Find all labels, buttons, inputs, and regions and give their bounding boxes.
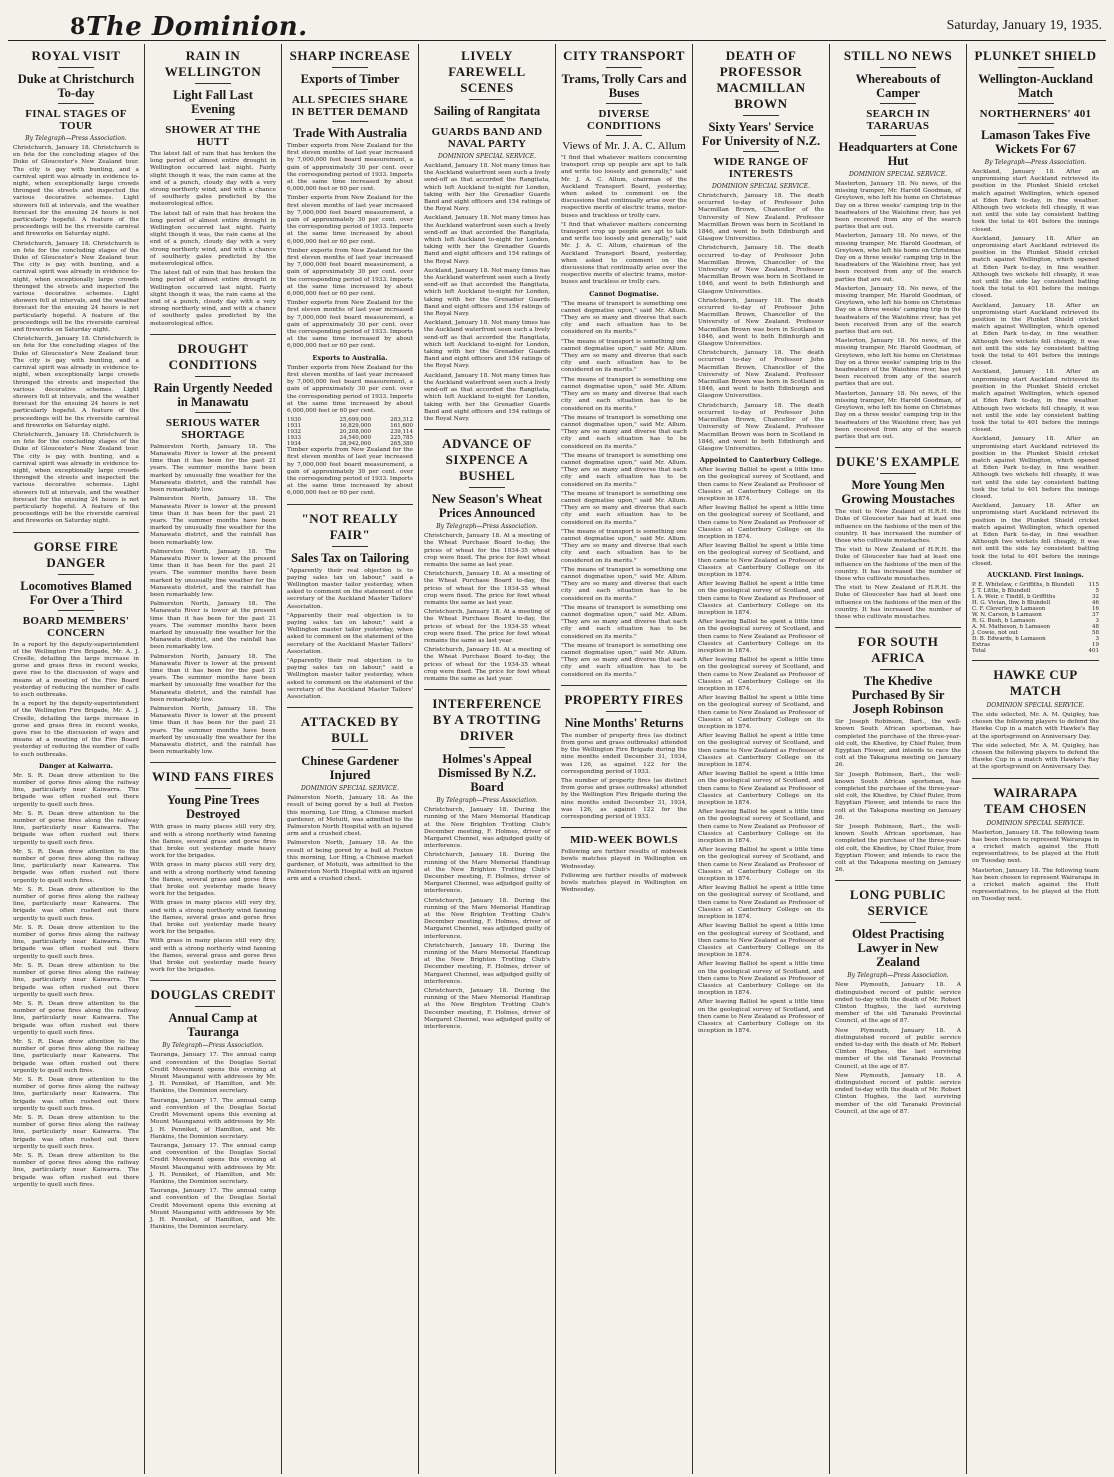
article-body: Christchurch, January 18. Christchurch is en fete for the concluding stages of the Duke of Gloucester's New Zealand tour. The city is gay with bunting, and a carnival spirit was already in evidence to-night, when exceptionally large crowds thronged the streets and inspected the various decorative schemes. Light showers fell at intervals, and the weather forecast for the ensuing 24 hours is not particularly hopeful. A feature of the proceedings will be the riverside carnival and fireworks on Saturday night. <box>13 240 139 334</box>
subheadline: New Season's Wheat Prices Announced <box>431 492 543 521</box>
article-body: Mr. S. R. Dean drew attention to the number of gorse fires along the railway line, particularly near Kaiwarra. The brigade was often rushed out there urgently to quell such fires. <box>13 848 139 884</box>
article-body: Timber exports from New Zealand for the first eleven months of last year increased by 7,000,000 feet board measurement, a gain of approximately 30 per cent. over the corresponding period of 1933. Imports at the same time increased by about 6,000,000 feet or 60 per cent. <box>287 447 413 497</box>
subheadline: Whereabouts of Camper <box>855 72 941 100</box>
article-body: The side selected, Mr. A. M. Quigley, has chosen the following players to defend the Hawke Cup in a match with Hawke's Bay at the sportsground on Anniversary Day. <box>972 711 1099 740</box>
article-body: Tauranga, January 17. The annual camp and convention of the Douglas Social Credit Movement opens this evening at Mount Maunganui with addresses by Mr. J. H. Penniket, of Hamilton, and Mr. Hankins, the Dominion secretary. <box>150 1188 276 1231</box>
table-row: J. Cowie, not out 58 <box>972 629 1099 636</box>
article-douglas-credit <box>150 987 276 1231</box>
article-body: The visit to New Zealand of H.R.H. the Duke of Gloucester has had at least one influence on the fashions of the men of the country. It has increased the number of those who cultivate moustaches. <box>835 585 961 620</box>
subheadline: SEARCH IN TARARUAS <box>866 108 930 132</box>
article-body: Auckland, January 18. Not many times has the Auckland waterfront seen such a lively send-off as that accorded the Rangitata, which left Auckland to-night for London, taking with her the Grenadier Guards Band and eight officers and 154 ratings of the Royal Navy. <box>424 372 550 422</box>
article-body: Christchurch, January 18. Christchurch is en fete for the concluding stages of the Duke of Gloucester's New Zealand tour. The city is gay with bunting, and a carnival spirit was already in evidence to-night, when exceptionally large crowds thronged the streets and inspected the various decorative schemes. Light showers fell at intervals, and the weather forecast for the ensuing 24 hours is not particularly hopeful. A feature of the proceedings will be the riverside carnival and fireworks on Saturday night. <box>13 145 139 238</box>
article-body: Masterton, January 18. The following team has been chosen to represent Wairarapa in a cricket match against the Hutt representatives, to be played at the Hutt on Tuesday next. <box>972 829 1099 865</box>
divider <box>606 103 642 104</box>
subheadline: Lamason Takes Five Wickets For 67 <box>980 128 1091 156</box>
article-body: Auckland, January 18. After an unpromising start Auckland retrieved its position in the Plunket Shield cricket match against Wellington, which opened at Eden Park to-day, in fine weather. Although two wickets fell cheaply, it was not until the side lay consistent batting took the total to 401 before the innings closed. <box>972 235 1099 300</box>
article-body: Mr. S. R. Dean drew attention to the number of gorse fires along the railway line, particularly near Kaiwarra. The brigade was often rushed out there urgently to quell such fires. <box>13 886 139 922</box>
page-number: 8 <box>70 14 86 40</box>
article-body: After leaving Balliol he spent a little time on the geological survey of Scotland, and then came to New Zealand as Professor of Classics at Canterbury College on its inception in 1874. <box>698 771 824 807</box>
byline: By Telegraph—Press Association. <box>436 523 538 531</box>
divider <box>195 1006 231 1007</box>
section-heading: Exports to Australia. <box>312 353 388 362</box>
article-body: After leaving Balliol he spent a little time on the geological survey of Scotland, and then came to New Zealand as Professor of Classics at Canterbury College on its inception in 1874. <box>698 657 824 692</box>
divider <box>880 669 916 670</box>
article-still-no-news <box>835 48 961 441</box>
divider <box>332 67 368 68</box>
article-body: After leaving Balliol he spent a little time on the geological survey of Scotland, and then came to New Zealand as Professor of Classics at Canterbury College on its inception in 1874. <box>698 467 824 502</box>
divider <box>332 749 368 750</box>
article-body: "The means of transport is something one cannot dogmatise upon," said Mr. Allum. "They are so many and diverse that each city and each situation has to be considered on its merits." <box>561 414 687 450</box>
divider <box>195 83 231 84</box>
article-body: Palmerston North, January 18. The Manawatu River is lower at the present time than it has been for the past 21 years. The summer months have been marked by unusually fine weather for the Manawatu district, and the rainfall has been remarkably low. <box>150 548 276 598</box>
column-rule <box>835 880 961 881</box>
column-rule <box>424 689 550 690</box>
headline: INTERFERENCE BY A TROTTING DRIVER <box>432 696 542 744</box>
issue-date: Saturday, January 19, 1935. <box>946 18 1102 33</box>
divider <box>469 121 505 122</box>
article-wairarapa <box>972 785 1099 904</box>
divider <box>332 121 368 122</box>
article-bowls <box>561 834 687 894</box>
article-body: After leaving Balliol he spent a little time on the geological survey of Scotland, and then came to New Zealand as Professor of Classics at Canterbury College on its inception in 1874. <box>698 809 824 845</box>
article-body: Christchurch, January 18. Christchurch is en fete for the concluding stages of the Duke of Gloucester's New Zealand tour. The city is gay with bunting, and a carnival spirit was already in evidence to-night, when exceptionally large crowds thronged the streets and inspected the various decorative schemes. Light showers fell at intervals, and the weather forecast for the ensuing 24 hours is not particularly hopeful. A feature of the proceedings will be the riverside carnival and fireworks on Saturday night. <box>13 336 139 429</box>
divider <box>743 151 779 152</box>
column-8 <box>967 44 1104 1474</box>
article-body: "The means of transport is something one cannot dogmatise upon," said Mr. Allum. "They are so many and diverse that each city and each situation has to be considered on its merits." <box>561 300 687 336</box>
article-bull <box>287 714 413 883</box>
subheadline: DIVERSE CONDITIONS <box>587 108 661 132</box>
divider <box>195 412 231 413</box>
article-body: Palmerston North, January 18. The Manawatu River is lower at the present time than it has been for the past 21 years. The summer months have been marked by unusually fine weather for the Manawatu district, and the rainfall has been remarkably low. <box>150 496 276 546</box>
subheadline: Young Pine Trees Destroyed <box>166 793 260 822</box>
headline: DUKE'S EXAMPLE <box>836 454 960 470</box>
article-body: Auckland, January 18. After an unpromising start Auckland retrieved its position in the Plunket Shield cricket match against Wellington, which opened at Eden Park to-day, in fine weather. Although two wickets fell cheaply, it was not until the side lay consistent batting took the total to 401 before the innings closed. <box>972 369 1099 434</box>
byline: By Telegraph—Press Association. <box>984 159 1087 166</box>
column-rule <box>150 334 276 335</box>
article-body: Auckland, January 18. After an unpromising start Auckland retrieved its position in the Plunket Shield cricket match against Wellington, which opened at Eden Park to-day, in fine weather. Although two wickets fell cheaply, it was not until the side lay consistent batting took the total to 401 before the innings closed. <box>972 436 1099 500</box>
article-body: Palmerston North, January 18. The Manawatu River is lower at the present time than it has been for the past 21 years. The summer months have been marked by unusually fine weather for the Manawatu district, and the rainfall has been remarkably low. <box>150 705 276 756</box>
byline: DOMINION SPECIAL SERVICE. <box>300 785 400 793</box>
subheadline: SHOWER AT THE HUTT <box>165 124 261 148</box>
article-body: Timber exports from New Zealand for the first eleven months of last year increased by 7,000,000 feet board measurement, a gain of approximately 30 per cent. over the corresponding period of 1933. Imports at the same time increased by about 6,000,000 feet or 60 per cent. <box>287 195 413 245</box>
article-body: "The means of transport is something one cannot dogmatise upon," said Mr. Allum. "They are so many and diverse that each city and each situation has to be considered on its merits." <box>561 528 687 564</box>
column-rule <box>972 660 1099 661</box>
article-farewell <box>424 48 550 423</box>
article-royal-visit <box>13 48 139 526</box>
table-row: D. B. Edwards, b Lamason 3 <box>972 635 1099 642</box>
column-rule <box>150 762 276 763</box>
divider <box>195 376 231 377</box>
article-body: Sir Joseph Robinson, Bart., the well-known South African sportsman, has completed the purchase of the three-year-old colt, the Khedive, by Chief Ruler, from Egyptian Flower, and intends to race the colt at the Takapuna meeting on January 26. <box>835 719 961 769</box>
article-body: "Apparently their real objection is to paying sales tax on labour," said a Wellington master tailor yesterday, when asked to comment on the statement of the secretary of the Auckland Master Tailors' Association. <box>287 657 413 700</box>
article-body: Mr. S. R. Dean drew attention to the number of gorse fires along the railway line, particularly near Kaiwarra. The brigade was often rushed out there urgently to quell such fires. <box>13 1000 139 1036</box>
article-body: New Plymouth, January 18. A distinguished record of public service ended to-day with the death of Mr. Robert Clinton Hughes, the last surviving member of the old Taranaki Provincial Council, at the age of 87. <box>835 1027 961 1070</box>
headline: "NOT REALLY FAIR" <box>301 510 399 542</box>
subheadline: Rain Urgently Needed in Manawatu <box>153 380 273 409</box>
article-body: Following are further results of midweek bowls matches played in Wellington on Wednesday. <box>561 872 687 894</box>
article-body: Mr. S. R. Dean drew attention to the number of gorse fires along the railway line, particularly near Kaiwarra. The brigade was often rushed out there urgently to quell such fires. <box>13 1152 139 1188</box>
divider <box>332 546 368 547</box>
byline: DOMINION SPECIAL SERVICE. <box>848 171 948 178</box>
subheadline: GUARDS BAND AND NAVAL PARTY <box>431 126 543 150</box>
article-body: After leaving Balliol he spent a little time on the geological survey of Scotland, and then came to New Zealand as Professor of Classics at Canterbury College on its inception in 1874. <box>698 885 824 921</box>
divider <box>469 487 505 488</box>
divider <box>880 473 916 474</box>
section-heading: Danger at Kaiwarra. <box>39 761 113 770</box>
column-rule <box>287 504 413 505</box>
table-row: 1934 28,942,000 265,380 <box>287 441 413 448</box>
article-body: "The means of transport is something one cannot dogmatise upon," said Mr. Allum. "They are so many and diverse that each city and each situation has to be considered on its merits." <box>561 490 687 526</box>
article-body: New Plymouth, January 18. A distinguished record of public service ended to-day with the death of Mr. Robert Clinton Hughes, the last surviving member of the old Taranaki Provincial Council, at the age of 87. <box>835 1072 961 1115</box>
subheadline: Headquarters at Cone Hut <box>838 140 958 168</box>
section-heading: Cannot Dogmatise. <box>589 289 659 298</box>
article-body: Christchurch, January 18. Christchurch is en fete for the concluding stages of the Duke of Gloucester's New Zealand tour. The city is gay with bunting, and a carnival spirit was already in evidence to-night, when exceptionally large crowds thronged the streets and inspected the various decorative schemes. Light showers fell at intervals, and the weather forecast for the ensuing 24 hours is not particularly hopeful. A feature of the proceedings will be the riverside carnival and fireworks on Saturday night. <box>13 431 139 525</box>
article-body: After leaving Balliol he spent a little time on the geological survey of Scotland, and then came to New Zealand as Professor of Classics at Canterbury College on its inception in 1874. <box>698 733 824 769</box>
divider <box>880 67 916 68</box>
table-row: Total 401 <box>972 647 1099 654</box>
article-body: Auckland, January 18. After an unpromising start Auckland retrieved its position in the Plunket Shield cricket match against Wellington, which opened at Eden Park to-day, in fine weather. Although two wickets fell cheaply, it was not until the side lay consistent batting took the total to 401 before the innings closed. <box>972 169 1099 233</box>
article-body: Masterton, January 18. No news, of the missing tramper, Mr. Harold Goodman, of Greytown, who left his home on Christmas Day on a three weeks' camping trip in the headwaters of the Waiohine river, has yet been received from any of the search parties that are out. <box>835 233 961 283</box>
article-body: Tauranga, January 17. The annual camp and convention of the Douglas Social Credit Movement opens this evening at Mount Maunganui with addresses by Mr. J. H. Penniket, of Hamilton, and Mr. Hankins, the Dominion secretary. <box>150 1052 276 1095</box>
article-body: Sir Joseph Robinson, Bart., the well-known South African sportsman, has completed the purchase of the three-year-old colt, the Khedive, by Chief Ruler, from Egyptian Flower, and intends to race the colt at the Takapuna meeting on January 26. <box>835 771 961 821</box>
subheadline: Duke at Christchurch To-day <box>17 72 135 100</box>
column-6 <box>693 44 830 1474</box>
headline: SHARP INCREASE <box>289 48 411 63</box>
divider <box>58 103 94 104</box>
article-wind-fires <box>150 769 276 974</box>
article-body: Mr. S. R. Dean drew attention to the number of gorse fires along the railway line, particularly near Kaiwarra. The brigade was often rushed out there urgently to quell such fires. <box>13 1038 139 1074</box>
article-body: Mr. S. R. Dean drew attention to the number of gorse fires along the railway line, particularly near Kaiwarra. The brigade was often rushed out there urgently to quell such fires. <box>13 962 139 998</box>
headline: WIND FANS FIRES <box>151 769 275 785</box>
article-body: After leaving Balliol he spent a little time on the geological survey of Scotland, and then came to New Zealand as Professor of Classics at Canterbury College on its inception in 1874. <box>698 961 824 997</box>
column-2 <box>145 44 282 1474</box>
article-body: "I find that whatever matters concerning transport crop up people are apt to talk and write too loosely and generally," said Mr. J. A. C. Allum, chairman of the Auckland Transport Board, yesterday, when asked to comment on the discussions that continually arise over the respective merits of electric trams, motor-buses and trackless or trolly cars. <box>561 155 687 219</box>
article-public-service <box>835 887 961 1116</box>
headline: LIVELY FAREWELL SCENES <box>448 48 526 95</box>
article-body: Auckland, January 18. Not many times has the Auckland waterfront seen such a lively send-off as that accorded the Rangitata, which left Auckland to-night for London, taking with her the Grenadier Guards Band and eight officers and 154 ratings of the Royal Navy. <box>424 267 550 318</box>
column-rule <box>13 532 139 533</box>
subheadline: Sixty Years' Service For University of N.Z. <box>701 120 821 148</box>
column-rule <box>561 827 687 828</box>
article-dukes-example <box>835 454 961 621</box>
article-body: Masterton, January 18. The following team has been chosen to represent Wairarapa in a cricket match against the Hutt representatives, to be played at the Hutt on Tuesday next. <box>972 867 1099 903</box>
column-7 <box>830 44 967 1474</box>
article-body: Auckland, January 18. Not many times has the Auckland waterfront seen such a lively send-off as that accorded the Rangitata, which left Auckland to-night for London, taking with her the Grenadier Guards Band and eight officers and 154 ratings of the Royal Navy. <box>424 215 550 265</box>
article-body: After leaving Balliol he spent a little time on the geological survey of Scotland, and then came to New Zealand as Professor of Classics at Canterbury College on its inception in 1874. <box>698 581 824 616</box>
byline: By Telegraph—Press Association. <box>847 972 949 980</box>
article-body: The latest fall of rain that has broken the long period of almost entire drought in Wellington occurred last night. Fairly slight though it was, the rain came at the end of a punch, cloudy day with a very strong northerly wind, and with a chance of southerly gales predicted by the meteorological office. <box>150 270 276 327</box>
byline: DOMINION SPECIAL SERVICE. <box>986 819 1085 827</box>
subheadline: Trade With Australia <box>293 126 407 140</box>
article-body: Palmerston North, January 18. As the result of being gored by a bull at Foxton this morning, Lor Hing, a Chinese market gardener, of Motuiti, was admitted to the Palmerston North Hospital with an injured arm and a crushed chest. <box>287 840 413 883</box>
subheadline: BOARD MEMBERS' CONCERN <box>22 614 130 639</box>
scorecard-title: AUCKLAND. First Innings. <box>987 570 1084 579</box>
article-body: Christchurch, January 18. During the running of the Maro Memorial Handicap at the New Brighton Trotting Club's December meeting, F. Holmes, driver of Margaret Chennel, was adjudged guilty of interference. <box>424 807 550 850</box>
divider <box>880 135 916 136</box>
article-body: Masterton, January 18. No news, of the missing tramper, Mr. Harold Goodman, of Greytown, who left his home on Christmas Day on a three weeks' camping trip in the headwaters of the Waiohine river, has yet been received from any of the search parties that are out. <box>835 181 961 231</box>
article-body: Mr. S. R. Dean drew attention to the number of gorse fires along the railway line, particularly near Kaiwarra. The brigade was often rushed out there urgently to quell such fires. <box>13 1076 139 1112</box>
article-wheat <box>424 436 550 683</box>
article-body: In a report by the deputy-superintendent of the Wellington Fire Brigade, Mr. A. J. Creelle, detailing the large increase in gorse and grass fires in recent weeks, gave rise to the discussion of ways and means at a meeting of the Fire Board yesterday of reducing the number of calls to such outbreaks. <box>13 701 139 758</box>
subheadline: Sales Tax on Tailoring <box>291 550 409 565</box>
article-body: Auckland, January 18. After an unpromising start Auckland retrieved its position in the Plunket Shield cricket match against Wellington, which opened at Eden Park to-day, in fine weather. Although two wickets fell cheaply, it was not until the side lay consistent batting took the total to 401 before the innings closed. <box>972 503 1099 567</box>
subheadline: SERIOUS WATER SHORTAGE <box>165 416 261 441</box>
headline: CITY TRANSPORT <box>563 48 685 63</box>
column-3 <box>282 44 419 1474</box>
divider <box>1018 103 1054 104</box>
divider <box>606 711 642 712</box>
column-1 <box>8 44 145 1474</box>
section-heading: Appointed to Canterbury College. <box>699 456 823 465</box>
article-body: Christchurch, January 18. During the running of the Maro Memorial Handicap at the New Brighton Trotting Club's December meeting, F. Holmes, driver of Margaret Chennel, was adjudged guilty of interference. <box>424 942 550 985</box>
article-body: Palmerston North, January 18. As the result of being gored by a bull at Foxton this morning, Lor Hing, a Chinese market gardener, of Motuiti, was admitted to the Palmerston North Hospital with an injured arm and a crushed chest. <box>287 795 413 838</box>
subheadline: FINAL STAGES OF TOUR <box>25 108 127 132</box>
divider <box>332 89 368 90</box>
divider <box>1018 123 1054 124</box>
article-body: After leaving Balliol he spent a little time on the geological survey of Scotland, and then came to New Zealand as Professor of Classics at Canterbury College on its inception in 1874. <box>698 847 824 883</box>
subheadline: Wellington-Auckland Match <box>978 72 1093 100</box>
article-body: The visit to New Zealand of H.R.H. the Duke of Gloucester has had at least one influence on the fashions of the men of the country. It has increased the number of those who cultivate moustaches. <box>835 509 961 544</box>
byline: DOMINION SPECIAL SERVICE. <box>711 183 811 190</box>
article-rain <box>150 48 276 328</box>
article-body: Christchurch, January 18. The death occurred to-day of Professor John Macmillan Brown, Chancellor of the University of New Zealand. Professor Macmillan Brown was born in Scotland in 1846, and went to both Edinburgh and Glasgow Universities. <box>698 193 824 243</box>
subheadline: WIDE RANGE OF INTERESTS <box>713 156 809 180</box>
subheadline: Trams, Trolly Cars and Buses <box>561 72 687 100</box>
headline: PROPERTY FIRES <box>564 691 684 707</box>
article-body: "The means of transport is something one cannot dogmatise upon," said Mr. Allum. "They are so many and diverse that each city and each situation has to be considered on its merits." <box>561 452 687 488</box>
article-body: "The means of transport is something one cannot dogmatise upon," said Mr. Allum. "They are so many and diverse that each city and each situation has to be considered on its merits." <box>561 338 687 374</box>
article-body: Timber exports from New Zealand for the first eleven months of last year increased by 7,000,000 feet board measurement, a gain of approximately 30 per cent. over the corresponding period of 1933. Imports at the same time increased by about 6,000,000 feet or 60 per cent. <box>287 364 413 414</box>
byline: By Telegraph—Press Association. <box>162 1042 264 1050</box>
divider <box>743 115 779 116</box>
article-body: After leaving Balliol he spent a little time on the geological survey of Scotland, and then came to New Zealand as Professor of Classics at Canterbury College on its inception in 1874. <box>698 505 824 540</box>
article-body: Timber exports from New Zealand for the first eleven months of last year increased by 7,000,000 feet board measurement, a gain of approximately 30 per cent. over the corresponding period of 1933. Imports at the same time increased by about 6,000,000 feet or 60 per cent. <box>287 300 413 350</box>
divider <box>880 103 916 104</box>
article-body: The latest fall of rain that has broken the long period of almost entire drought in Wellington occurred last night. Fairly slight though it was, the rain came at the end of a punch, cloudy day with a very strong northerly wind, and with a chance of southerly gales predicted by the meteorological office. <box>150 210 276 268</box>
subheadline: Oldest Practising Lawyer in New Zealand <box>851 927 944 970</box>
subheadline: The Khedive Purchased By Sir Joseph Robinson <box>851 674 945 717</box>
table-row: R. G. Bush, b Lamason 3 <box>972 617 1099 624</box>
article-body: After leaving Balliol he spent a little time on the geological survey of Scotland, and then came to New Zealand as Professor of Classics at Canterbury College on its inception in 1874. <box>698 543 824 578</box>
subheadline: Annual Camp at Tauranga <box>168 1011 258 1040</box>
headline: FOR SOUTH AFRICA <box>857 634 939 666</box>
article-body: Masterton, January 18. No news, of the missing tramper, Mr. Harold Goodman, of Greytown, who left his home on Christmas Day on a three weeks' camping trip in the headwaters of the Waiohine river, has yet been received from any of the search parties that are out. <box>835 285 961 336</box>
byline: DOMINION SPECIAL SERVICE. <box>986 701 1085 709</box>
table-row: J. T. Little, b Blundell 5 <box>972 587 1099 594</box>
headline: ATTACKED BY BULL <box>300 714 400 746</box>
subheadline: Chinese Gardener Injured <box>301 754 399 783</box>
article-body: Christchurch, January 18. The death occurred to-day of Professor John Macmillan Brown, Chancellor of the University of New Zealand. Professor Macmillan Brown was born in Scotland in 1846, and went to both Edinburgh and Glasgow Universities. <box>698 245 824 295</box>
table-row: W. N. Carson, b Lamason 37 <box>972 611 1099 618</box>
article-body: Christchurch, January 18. The death occurred to-day of Professor John Macmillan Brown, Chancellor of the University of New Zealand. Professor Macmillan Brown was born in Scotland in 1846, and went to both Edinburgh and Glasgow Universities. <box>698 402 824 452</box>
table-row: I. A. Weir, c Tindill, b Griffiths 32 <box>972 593 1099 600</box>
subheadline: Views of Mr. J. A. C. Allum <box>562 140 686 152</box>
article-body: After leaving Balliol he spent a little time on the geological survey of Scotland, and then came to New Zealand as Professor of Classics at Canterbury College on its inception in 1874. <box>698 999 824 1035</box>
article-body: After leaving Balliol he spent a little time on the geological survey of Scotland, and then came to New Zealand as Professor of Classics at Canterbury College on its inception in 1874. <box>698 923 824 959</box>
headline: LONG PUBLIC SERVICE <box>849 887 947 919</box>
article-body: With grass in many places still very dry, and with a strong northerly wind fanning the flames, several grass and gorse fires that broke out yesterday made heavy work for the brigades. <box>150 824 276 860</box>
headline: DEATH OF PROFESSOR MACMILLAN BROWN <box>716 48 806 111</box>
article-timber <box>287 48 413 498</box>
scorecard-table <box>972 582 1099 654</box>
table-row: 1931 16,829,000 161,600 <box>287 423 413 430</box>
column-4 <box>419 44 556 1474</box>
article-body: The latest fall of rain that has broken the long period of almost entire drought in Wellington occurred last night. Fairly slight though it was, the rain came at the end of a punch, cloudy day with a very strong northerly wind, and with a chance of southerly gales predicted by the meteorological office. <box>150 151 276 208</box>
divider <box>195 788 231 789</box>
article-body: After leaving Balliol he spent a little time on the geological survey of Scotland, and then came to New Zealand as Professor of Classics at Canterbury College on its inception in 1874. <box>698 695 824 731</box>
article-macmillan-brown <box>698 48 824 1035</box>
article-city-transport <box>561 48 687 679</box>
article-body: Christchurch, January 18. At a meeting of the Wheat Purchase Board to-day, the prices of wheat for the 1934-35 wheat crop were fixed. The price for fowl wheat remains the same as last year. <box>424 571 550 606</box>
subheadline: Sailing of Rangitata <box>433 104 541 118</box>
article-body: Following are further results of midweek bowls matches played in Wellington on Wednesday. <box>561 849 687 870</box>
article-sales-tax <box>287 511 413 702</box>
table-row: Extras 19 <box>972 641 1099 648</box>
headline: WAIRARAPA TEAM CHOSEN <box>984 784 1087 816</box>
article-body: In a report by the deputy-superintendent of the Wellington Fire Brigade, Mr. A. J. Creelle, detailing the large increase in gorse and grass fires in recent weeks, gave rise to the discussion of ways and means at a meeting of the Fire Board yesterday of reducing the number of calls to such outbreaks. <box>13 641 139 698</box>
headline: RAIN IN WELLINGTON <box>164 48 262 79</box>
column-rule <box>835 447 961 448</box>
article-body: Christchurch, January 18. During the running of the Maro Memorial Handicap at the New Brighton Trotting Club's December meeting, F. Holmes, driver of Margaret Chennel, was adjudged guilty of interference. <box>424 988 550 1031</box>
table-row: 1930 25,699,000 283,312 <box>287 417 413 424</box>
article-body: Palmerston North, January 18. The Manawatu River is lower at the present time than it has been for the past 21 years. The summer months have been marked by unusually fine weather for the Manawatu district, and the rainfall has been remarkably low. <box>150 443 276 494</box>
headline: ADVANCE OF SIXPENCE A BUSHEL <box>442 436 532 484</box>
byline: DOMINION SPECIAL SERVICE. <box>437 153 537 160</box>
article-body: With grass in many places still very dry, and with a strong northerly wind fanning the flames, several grass and gorse fires that broke out yesterday made heavy work for the brigades. <box>150 900 276 936</box>
article-body: "Apparently their real objection is to paying sales tax on labour," said a Wellington master tailor yesterday, when asked to comment on the statement of the secretary of the Auckland Master Tailors' Association. <box>287 567 413 610</box>
divider <box>58 574 94 575</box>
column-rule <box>150 980 276 981</box>
article-body: Mr. S. R. Dean drew attention to the number of gorse fires along the railway line, particularly near Kaiwarra. The brigade was often rushed out there urgently to quell such fires. <box>13 924 139 960</box>
article-body: Sir Joseph Robinson, Bart., the well-known South African sportsman, has completed the purchase of the three-year-old colt, the Khedive, by Chief Ruler, from Egyptian Flower, and intends to race the colt at the Takapuna meeting on January 26. <box>835 824 961 874</box>
article-body: Christchurch, January 18. During the running of the Maro Memorial Handicap at the New Brighton Trotting Club's December meeting, F. Holmes, driver of Margaret Chennel, was adjudged guilty of interference. <box>424 852 550 895</box>
article-body: The side selected, Mr. A. M. Quigley, has chosen the following players to defend the Hawke Cup in a match with Hawke's Bay at the sportsground on Anniversary Day. <box>972 742 1099 771</box>
column-rule <box>835 627 961 628</box>
divider <box>606 135 642 136</box>
column-5 <box>556 44 693 1474</box>
table-row: P. E. Whitelaw, c Griffiths, b Blundell 115 <box>972 581 1099 588</box>
article-body: "The means of transport is something one cannot dogmatise upon," said Mr. Allum. "They are so many and diverse that each city and each situation has to be considered on its merits." <box>561 566 687 602</box>
article-body: The number of property fires (as distinct from gorse and grass outbreaks) attended by the Wellington Fire Brigade during the nine months ended December 31, 1934, was 126, as against 122 for the corresponding period of 1933. <box>561 732 687 775</box>
article-trotting <box>424 696 550 1031</box>
masthead <box>0 0 1114 40</box>
paper-name: The Dominion. <box>86 12 308 42</box>
headline: GORSE FIRE DANGER <box>33 538 119 570</box>
headline: MID-WEEK BOWLS <box>570 834 678 847</box>
article-body: Mr. S. R. Dean drew attention to the number of gorse fires along the railway line, particularly near Kaiwarra. The brigade was often rushed out there urgently to quell such fires. <box>13 810 139 846</box>
article-drought <box>150 341 276 757</box>
byline: By Telegraph—Press Association. <box>25 135 127 142</box>
article-body: Masterton, January 18. No news, of the missing tramper, Mr. Harold Goodman, of Greytown, who left his home on Christmas Day on a three weeks' camping trip in the headwaters of the Waiohine river, has yet been received from any of the search parties that are out. <box>835 338 961 388</box>
article-body: "The means of transport is something one cannot dogmatise upon," said Mr. Allum. "They are so many and diverse that each city and each situation has to be considered on its merits." <box>561 642 687 678</box>
article-body: Mr. S. R. Dean drew attention to the number of gorse fires along the railway line, particularly near Kaiwarra. The brigade was often rushed out there urgently to quell such fires. <box>13 1114 139 1150</box>
article-body: Tauranga, January 17. The annual camp and convention of the Douglas Social Credit Movement opens this evening at Mount Maunganui with addresses by Mr. J. H. Penniket, of Hamilton, and Mr. Hankins, the Dominion secretary. <box>150 1142 276 1185</box>
subheadline: Nine Months' Returns <box>564 715 684 730</box>
subheadline: Holmes's Appeal Dismissed By N.Z. Board <box>438 752 536 795</box>
subheadline: Locomotives Blamed For Over a Third <box>20 578 132 607</box>
subheadline: More Young Men Growing Moustaches <box>841 478 955 507</box>
article-gorse-fire <box>13 539 139 1189</box>
article-body: After leaving Balliol he spent a little time on the geological survey of Scotland, and then came to New Zealand as Professor of Classics at Canterbury College on its inception in 1874. <box>698 619 824 654</box>
article-body: "Apparently their real objection is to paying sales tax on labour," said a Wellington master tailor yesterday, when asked to comment on the statement of the secretary of the Auckland Master Tailors' Association. <box>287 612 413 655</box>
divider <box>606 67 642 68</box>
article-body: Christchurch, January 18. The death occurred to-day of Professor John Macmillan Brown, Chancellor of the University of New Zealand. Professor Macmillan Brown was born in Scotland in 1846, and went to both Edinburgh and Glasgow Universities. <box>698 350 824 400</box>
article-body: Christchurch, January 18. The death occurred to-day of Professor John Macmillan Brown, Chancellor of the University of New Zealand. Professor Macmillan Brown was born in Scotland in 1846, and went to both Edinburgh and Glasgow Universities. <box>698 297 824 348</box>
article-body: New Plymouth, January 18. A distinguished record of public service ended to-day with the death of Mr. Robert Clinton Hughes, the last surviving member of the old Taranaki Provincial Council, at the age of 87. <box>835 982 961 1025</box>
divider <box>469 747 505 748</box>
columns <box>8 44 1108 1474</box>
divider <box>58 610 94 611</box>
article-body: Palmerston North, January 18. The Manawatu River is lower at the present time than it has been for the past 21 years. The summer months have been marked by unusually fine weather for the Manawatu district, and the rainfall has been remarkably low. <box>150 653 276 703</box>
article-body: The number of property fires (as distinct from gorse and grass outbreaks) attended by the Wellington Fire Brigade during the nine months ended December 31, 1934, was 126, as against 122 for the corresponding period of 1933. <box>561 778 687 821</box>
article-body: Christchurch, January 18. At a meeting of the Wheat Purchase Board to-day, the prices of wheat for the 1934-35 wheat crop were fixed. The price for fowl wheat remains the same as last year. <box>424 533 550 568</box>
article-body: With grass in many places still very dry, and with a strong northerly wind fanning the flames, several grass and gorse fires that broke out yesterday made heavy work for the brigades. <box>150 938 276 974</box>
divider <box>195 119 231 120</box>
article-body: Auckland, January 18. Not many times has the Auckland waterfront seen such a lively send-off as that accorded the Rangitata, which left Auckland to-night for London, taking with her the Grenadier Guards Band and eight officers and 154 ratings of the Royal Navy. <box>424 163 550 213</box>
article-body: Christchurch, January 18. During the running of the Maro Memorial Handicap at the New Brighton Trotting Club's December meeting, F. Holmes, driver of Margaret Chennel, was adjudged guilty of interference. <box>424 897 550 940</box>
divider <box>1018 67 1054 68</box>
table-row: 1933 24,540,000 225,785 <box>287 435 413 442</box>
subheadline: Light Fall Last Evening <box>173 88 253 116</box>
headline: HAWKE CUP MATCH <box>993 666 1078 698</box>
article-body: Tauranga, January 17. The annual camp and convention of the Douglas Social Credit Movement opens this evening at Mount Maunganui with addresses by Mr. J. H. Penniket, of Hamilton, and Mr. Hankins, the Dominion secretary. <box>150 1097 276 1140</box>
column-rule <box>972 778 1099 779</box>
headline: STILL NO NEWS <box>843 48 953 63</box>
article-body: Auckland, January 18. After an unpromising start Auckland retrieved its position in the Plunket Shield cricket match against Wellington, which opened at Eden Park to-day, in fine weather. Although two wickets fell cheaply, it was not until the side lay consistent batting took the total to 401 before the innings closed. <box>972 302 1099 367</box>
article-body: Auckland, January 18. Not many times has the Auckland waterfront seen such a lively send-off as that accorded the Rangitata, which left Auckland to-night for London, taking with her the Grenadier Guards Band and eight officers and 154 ratings of the Royal Navy. <box>424 320 550 370</box>
column-rule <box>561 685 687 686</box>
export-table <box>287 417 413 447</box>
article-body: Timber exports from New Zealand for the first eleven months of last year increased by 7,000,000 feet board measurement, a gain of approximately 30 per cent. over the corresponding period of 1933. Imports at the same time increased by about 6,000,000 feet or 60 per cent. <box>287 247 413 298</box>
table-row: C. F. Cleverley, b Lamason 16 <box>972 605 1099 612</box>
article-body: Palmerston North, January 18. The Manawatu River is lower at the present time than it has been for the past 21 years. The summer months have been marked by unusually fine weather for the Manawatu district, and the rainfall has been remarkably low. <box>150 601 276 651</box>
article-property-fires <box>561 692 687 821</box>
subheadline: Exports of Timber <box>300 72 400 86</box>
article-body: "The means of transport is something one cannot dogmatise upon," said Mr. Allum. "They are so many and diverse that each city and each situation has to be considered on its merits." <box>561 376 687 412</box>
article-body: "I find that whatever matters concerning transport crop up people are apt to talk and write too loosely and generally," said Mr. J. A. C. Allum, chairman of the Auckland Transport Board, yesterday, when asked to comment on the discussions that continually arise over the respective merits of electric trams, motor-buses and trackless or trolly cars. <box>561 221 687 286</box>
headline: DROUGHT CONDITIONS <box>168 340 258 372</box>
table-row: A. M. Matheson, b Lamason 48 <box>972 623 1099 630</box>
headline: DOUGLAS CREDIT <box>150 987 276 1003</box>
masthead-rule <box>8 40 1106 41</box>
article-body: The visit to New Zealand of H.R.H. the Duke of Gloucester has had at least one influence on the fashions of the men of the country. It has increased the number of those who cultivate moustaches. <box>835 547 961 582</box>
article-hawke-cup <box>972 667 1099 772</box>
headline: ROYAL VISIT <box>31 48 121 63</box>
article-plunket-shield <box>972 48 1099 654</box>
divider <box>58 67 94 68</box>
article-body: Christchurch, January 18. At a meeting of the Wheat Purchase Board to-day, the prices of wheat for the 1934-35 wheat crop were fixed. The price for fowl wheat remains the same as last year. <box>424 647 550 682</box>
column-rule <box>287 707 413 708</box>
headline: PLUNKET SHIELD <box>974 48 1097 63</box>
byline: By Telegraph—Press Association. <box>436 797 538 805</box>
subheadline: ALL SPECIES SHARE IN BETTER DEMAND <box>291 94 409 118</box>
article-body: "The means of transport is something one cannot dogmatise upon," said Mr. Allum. "They are so many and diverse that each city and each situation has to be considered on its merits." <box>561 604 687 640</box>
article-body: Mr. S. R. Dean drew attention to the number of gorse fires along the railway line, particularly near Kaiwarra. The brigade was often rushed out there urgently to quell such fires. <box>13 772 139 808</box>
article-body: With grass in many places still very dry, and with a strong northerly wind fanning the flames, several grass and gorse fires that broke out yesterday made heavy work for the brigades. <box>150 862 276 898</box>
article-body: Timber exports from New Zealand for the first eleven months of last year increased by 7,000,000 feet board measurement, a gain of approximately 30 per cent. over the corresponding period of 1933. Imports at the same time increased by about 6,000,000 feet or 60 per cent. <box>287 143 413 193</box>
subheadline: NORTHERNERS' 401 <box>979 108 1092 120</box>
article-body: Christchurch, January 18. At a meeting of the Wheat Purchase Board to-day, the prices of wheat for the 1934-35 wheat crop were fixed. The price for fowl wheat remains the same as last year. <box>424 609 550 644</box>
article-south-africa <box>835 634 961 874</box>
article-body: Masterton, January 18. No news, of the missing tramper, Mr. Harold Goodman, of Greytown, who left his home on Christmas Day on a three weeks' camping trip in the headwaters of the Waiohine river, has yet been received from any of the search parties that are out. <box>835 390 961 440</box>
column-rule <box>424 429 550 430</box>
table-row: H. G. Vivian, lbw, b Blundell 46 <box>972 599 1099 606</box>
table-row: 1932 20,208,000 239,114 <box>287 429 413 436</box>
divider <box>469 99 505 100</box>
divider <box>880 922 916 923</box>
